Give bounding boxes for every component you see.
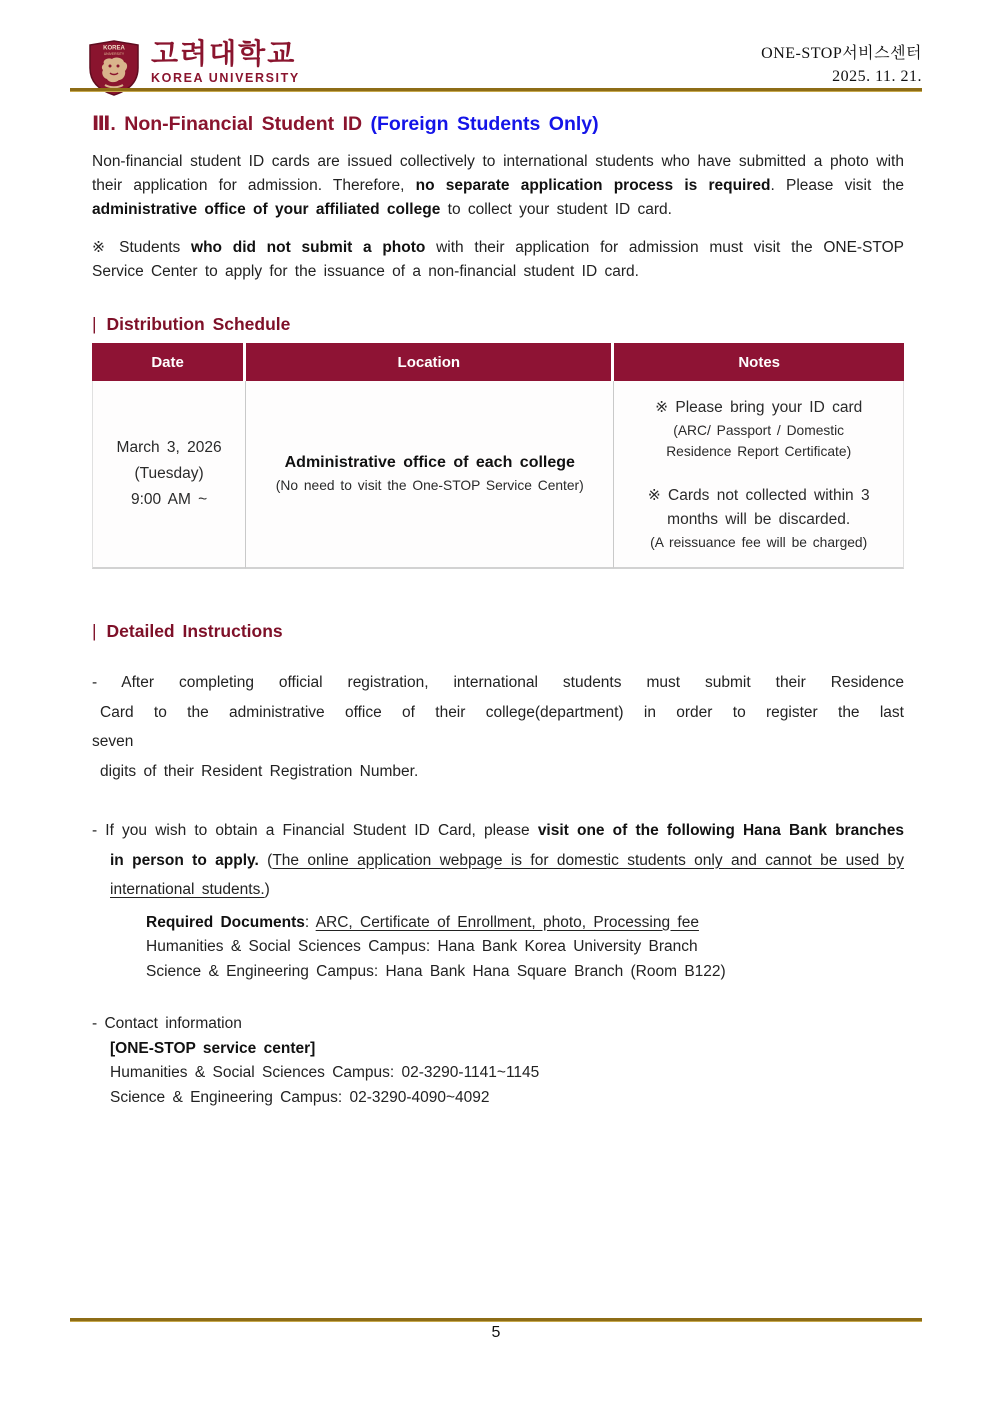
page-header [70,38,922,88]
notes-item1-sub1: (ARC/ Passport / Domestic [673,422,845,438]
contact-phone-science: Science & Engineering Campus: 02-3290-4090~4092 [110,1088,490,1106]
notes-item2-sub: (A reissuance fee will be charged) [650,534,868,550]
cell-date [92,381,246,569]
contact-center-name: [ONE-STOP service center] [110,1039,316,1057]
note-seg2-bold: who did not submit a photo [191,239,426,256]
table-header-row [92,343,904,381]
heading-text: Detailed Instructions [106,621,283,641]
location-title: Administrative office of each college [284,454,575,471]
heading-bar: | [92,621,97,641]
bullet1-line2: Card to the administrative office of their college(department) in order to register the last [100,703,904,721]
intro-seg1: Non-financial student ID cards are issued collectively to international students who have submitted a photo with their application for admission. Therefore, [92,153,904,194]
bullet2 [92,816,904,905]
table-row [92,381,904,569]
bullet2-seg5: ) [264,881,270,898]
location-subtitle: (No need to visit the One-STOP Service Center) [275,478,584,493]
cell-location [246,381,614,569]
note-paragraph [92,236,904,284]
column-header-notes: Notes [614,343,904,381]
bullet1-line1: - After completing official registration, international students must submit their Residence [92,674,904,691]
header-rule [70,88,922,92]
intro-seg5: to collect your student ID card. [440,201,672,218]
shield-text-line1: KOREA [103,45,125,52]
hana-branch-science: Science & Engineering Campus: Hana Bank Hana Square Branch (Room B122) [146,962,726,980]
section-heading-detailed [92,621,904,642]
column-header-date: Date [92,343,246,381]
note-seg3: with their application for admission must visit the ONE-STOP Service Center to apply for the issuance of a non-financial student ID card. [92,239,905,280]
intro-seg3: . Please visit the [770,177,905,194]
heading-bar: | [92,314,97,334]
bullet2-seg4-underlined: The online application webpage is for domestic students only and cannot be used by international students. [110,851,905,898]
required-documents-colon: : [304,913,316,931]
bullet1-line3: seven [92,733,134,750]
notes-item1: ※ Please bring your ID card [655,398,863,416]
contact-title: - Contact information [92,1015,242,1032]
date-line3: 9:00 AM ~ [130,491,208,508]
main-content [92,112,904,1110]
page-title [92,112,904,136]
header-right [761,42,922,88]
required-documents-line [146,911,904,936]
required-documents-label: Required Documents [146,913,305,931]
bullet1-line4: digits of their Resident Registration Number. [100,762,419,780]
required-documents-value: ARC, Certificate of Enrollment, photo, Processing fee [315,913,699,931]
date-line1: March 3, 2026 [116,439,222,456]
distribution-schedule-table [92,343,904,569]
page-title-suffix: (Foreign Students Only) [370,113,599,135]
intro-seg4-bold: administrative office of your affiliated college [92,201,441,218]
bullet2-seg1: - If you wish to obtain a Financial Student ID Card, please [92,822,538,839]
cell-notes [614,381,904,569]
note-seg1: ※ Students [92,239,192,256]
section-heading-distribution [92,314,904,335]
bullet1 [92,668,904,786]
hana-branch-humanities: Humanities & Social Sciences Campus: Hana Bank Korea University Branch [146,938,698,955]
contact-block [92,1012,904,1110]
notes-item2-line1: ※ Cards not collected within 3 [647,486,870,504]
bullet2-seg2-bold: visit one of the following Hana Bank branches in person to apply. [110,822,904,869]
required-documents-block [146,911,904,985]
notes-spacer [622,462,895,484]
notes-item2-line2: months will be discarded. [667,510,851,528]
contact-phone-humanities: Humanities & Social Sciences Campus: 02-3290-1141~1145 [110,1064,540,1081]
logo-names [151,40,300,85]
logo-korean-name: 고려대학교 [151,38,297,69]
footer-rule [70,1318,922,1322]
header-doc-title: ONE-STOP서비스센터 [761,45,922,62]
header-date: 2025. 11. 21. [832,68,922,85]
page-title-main: Ⅲ. Non-Financial Student ID [92,113,371,135]
page-number: 5 [491,1324,501,1341]
bullet2-seg3: ( [258,851,273,869]
logo-english-name: KOREA UNIVERSITY [151,71,300,85]
heading-text: Distribution Schedule [106,314,291,334]
column-header-location: Location [246,343,614,381]
intro-paragraph [92,150,904,222]
notes-item1-sub2: Residence Report Certificate) [666,443,852,459]
intro-seg2-bold: no separate application process is required [415,177,771,194]
date-line2: (Tuesday) [134,465,204,482]
shield-text-line2: UNIVERSITY [103,52,125,56]
